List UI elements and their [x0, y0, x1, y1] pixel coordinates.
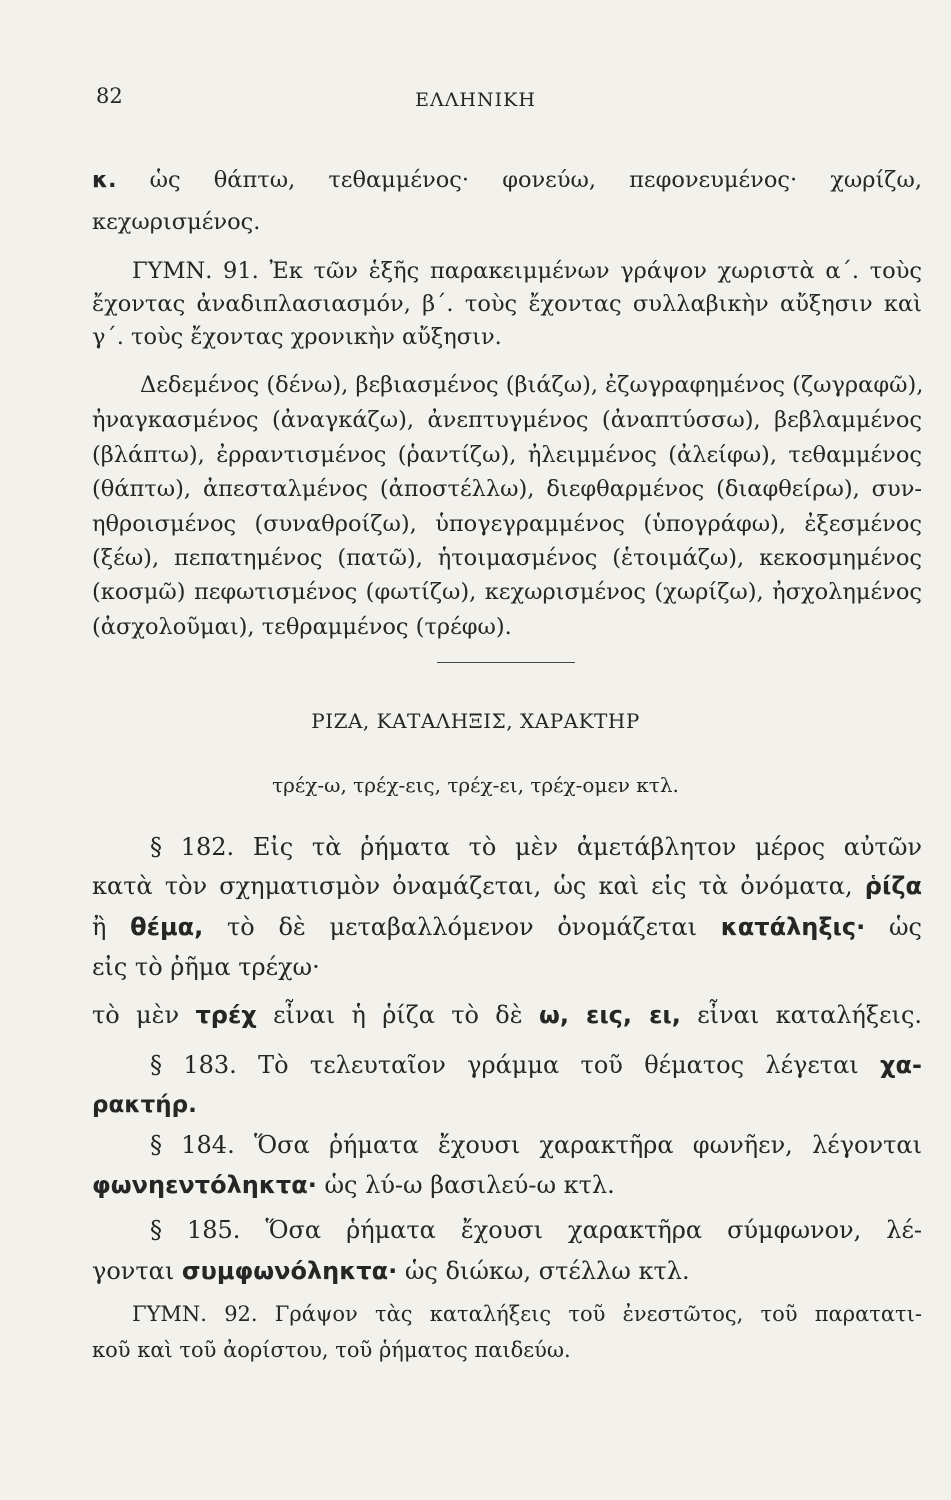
- term-thema: θέμα,: [130, 913, 204, 941]
- term-kataliksis: κατάληξις·: [720, 913, 866, 941]
- word-list-line-1: Δεδεμένος (δένω), βεβιασμένος (βιάζω), ἐζωγραφημένος (ζωγραφῶ),: [140, 372, 924, 398]
- exercise-91-line-1: ΓΥΜΝ. 91. Ἐκ τῶν ἑξῆς παρακειμμένων γράψον χωριστὰ α΄. τοὺς: [132, 258, 922, 284]
- para-184-line-1: § 184. Ὅσα ῥήματα ἔχουσι χαρακτῆρα φωνῆεν, λέγονται: [150, 1131, 922, 1159]
- para-185-line-2: [92, 1256, 922, 1286]
- word-list-line-3: (βλάπτω), ἐρραντισμένος (ῥαντίζω), ἠλειμμένος (ἀλείφω), τεθαμμένος: [92, 442, 922, 468]
- para-185-line-2-end: ὡς διώκω, στέλλω κτλ.: [404, 1257, 690, 1285]
- para-183-line-1: [150, 1050, 922, 1080]
- para-182-line-2: [92, 871, 922, 901]
- word-list-line-4: (θάπτω), ἀπεσταλμένος (ἀποστέλλω), διεφθαρμένος (διαφθείρω), συν-: [92, 476, 922, 502]
- para-182-line-3-mid: τὸ δὲ μεταβαλλόμενον ὀνομάζεται: [226, 913, 697, 941]
- term-trech: τρέχ: [195, 1001, 257, 1029]
- term-charaktir-b: ρακτήρ.: [92, 1092, 197, 1118]
- term-endings: ω, εις, ει,: [538, 1001, 681, 1029]
- para-183-text: § 183. Τὸ τελευταῖον γράμμα τοῦ θέματος λέγεται: [150, 1051, 859, 1079]
- para-184-line-2: [92, 1170, 922, 1200]
- para-182-line-5-pre: τὸ μὲν: [92, 1001, 180, 1029]
- section-k-line-1: [92, 165, 922, 195]
- word-list-line-6: (ξέω), πεπατημένος (πατῶ), ἡτοιμασμένος (ἑτοιμάζω), κεκοσμημένος: [92, 545, 922, 571]
- term-charaktir-a: χα-: [880, 1051, 922, 1079]
- para-182-line-1: § 182. Εἰς τὰ ῥήματα τὸ μὲν ἀμετάβλητον μέρος αὐτῶν: [150, 833, 922, 861]
- section-example: τρέχ-ω, τρέχ-εις, τρέχ-ει, τρέχ-ομεν κτλ.: [272, 773, 679, 797]
- term-fonientolikta: φωνηεντόληκτα·: [92, 1171, 317, 1199]
- section-k-text: ὡς θάπτω, τεθαμμένος· φονεύω, πεφονευμένος· χωρίζω,: [149, 167, 922, 193]
- para-182-line-3-a: ἢ: [92, 913, 107, 941]
- para-182-line-5-mid: εἶναι ἡ ῥίζα τὸ δὲ: [273, 1001, 523, 1029]
- para-185-line-2-pre: γονται: [92, 1257, 175, 1285]
- exercise-92-line-1: ΓΥΜΝ. 92. Γράψον τὰς καταλήξεις τοῦ ἐνεστῶτος, τοῦ παρατατι-: [132, 1302, 922, 1326]
- para-182-line-2-text: κατὰ τὸν σχηματισμὸν ὀναμάζεται, ὡς καὶ εἰς τὰ ὀνόματα,: [92, 872, 853, 900]
- term-riza: ῥίζα: [864, 872, 922, 900]
- running-head: ΕΛΛΗΝΙΚΗ: [415, 89, 536, 111]
- exercise-91-line-2: ἔχοντας ἀναδιπλασιασμόν, β΄. τοὺς ἔχοντας συλλαβικὴν αὔξησιν καὶ: [92, 291, 922, 317]
- term-symfonolikta: συμφωνόληκτα·: [181, 1257, 398, 1285]
- section-k-line-2: κεχωρισμένος.: [92, 209, 261, 235]
- word-list-line-5: ηθροισμένος (συναθροίζω), ὑπογεγραμμένος (ὑπογράφω), ἐξεσμένος: [92, 511, 922, 537]
- para-185-line-1: § 185. Ὅσα ῥήματα ἔχουσι χαρακτῆρα σύμφωνον, λέ-: [150, 1216, 922, 1244]
- page-number: 82: [96, 84, 123, 108]
- para-184-line-2-end: ὡς λύ-ω βασιλεύ-ω κτλ.: [324, 1171, 615, 1199]
- section-k-label: κ.: [92, 167, 117, 193]
- word-list-line-7: (κοσμῶ) πεφωτισμένος (φωτίζω), κεχωρισμένος (χωρίζω), ἠσχολημένος: [92, 579, 922, 605]
- para-182-line-4: εἰς τὸ ῥῆμα τρέχω·: [92, 953, 320, 981]
- section-title: ΡΙΖΑ, ΚΑΤΑΛΗΞΙΣ, ΧΑΡΑΚΤΗΡ: [311, 709, 640, 733]
- para-182-line-3-end: ὡς: [888, 913, 922, 941]
- para-182-line-5: [92, 1000, 922, 1030]
- word-list-line-2: ἠναγκασμένος (ἀναγκάζω), ἀνεπτυγμένος (ἀναπτύσσω), βεβλαμμένος: [92, 407, 922, 433]
- para-182-line-3: [92, 912, 922, 942]
- section-divider: [437, 662, 575, 663]
- para-182-line-5-end: εἶναι καταλήξεις.: [697, 1001, 923, 1029]
- exercise-92-line-2: κοῦ καὶ τοῦ ἀορίστου, τοῦ ῥήματος παιδεύω.: [92, 1338, 571, 1362]
- exercise-91-line-3: γ΄. τοὺς ἔχοντας χρονικὴν αὔξησιν.: [92, 324, 502, 350]
- word-list-line-8: (ἀσχολοῦμαι), τεθραμμένος (τρέφω).: [92, 614, 512, 640]
